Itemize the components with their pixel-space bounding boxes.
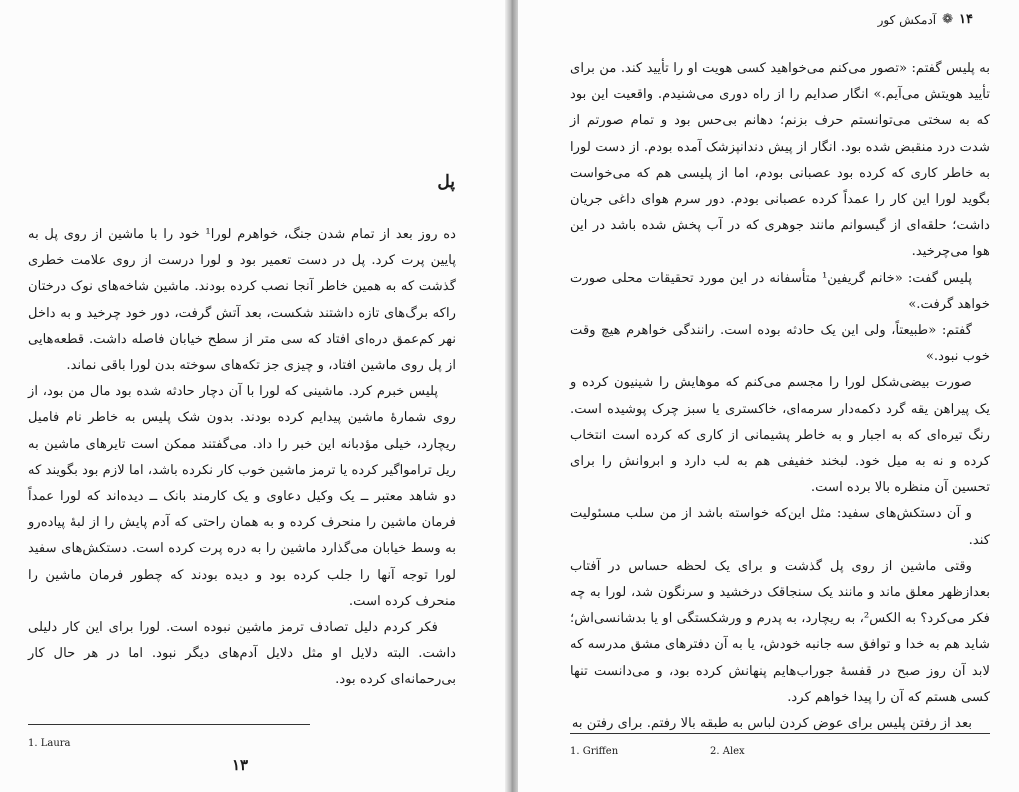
left-page: [0, 0, 505, 792]
paragraph: پلیس گفت: «خانم گریفین¹ متأسفانه در این مورد تحقیقات محلی صورت خواهد گرفت.»: [570, 270, 990, 312]
running-head-title: آدمکش کور: [877, 12, 937, 27]
footnote-rule: [28, 724, 310, 725]
running-head: [878, 12, 973, 27]
paragraph: و آن دستکش‌های سفید: مثل این‌که خواسته باشد از من سلب مسئولیت کند.: [570, 506, 990, 548]
paragraph: گفتم: «طبیعتاً، ولی این یک حادثه بوده است. رانندگی خواهرم هیچ وقت خوب نبود.»: [570, 323, 990, 365]
paragraph: بعد از رفتن پلیس برای عوض کردن لباس به طبقه بالا رفتم. برای رفتن به: [571, 716, 972, 732]
paragraph: صورت بیضی‌شکل لورا را مجسم می‌کنم که موهایش را شینیون کرده و یک پیراهن یقه گرد دکمه‌دار سرمه‌ای، خاکستری یا سبز چرک پوشیده است. رنگ تیره‌ای که به اجبار و به خاطر پشیمانی از کاری که کرده است انتخاب کرده و نه به میل خود. لبخند خفیفی هم به لب دارد و ابروانش را برای تحسین آن منظره بالا برده است.: [570, 375, 990, 496]
page-number: ۱۳: [232, 756, 249, 774]
footnote: 1. Griffen: [570, 746, 619, 757]
chapter-title: پل: [437, 172, 455, 192]
paragraph: ده روز بعد از تمام شدن جنگ، خواهرم لورا¹ خود را با ماشین از روی پل به پایین پرت کرد. پل در دست تعمیر بود و لورا درست از روی علامت خطری گذشت که به همین خاطر آنجا نصب کرده بودند. ماشین شاخه‌های نوک درختان راکه برگ‌های تازه داشتند شکست، بعد آتش گرفت، دور خود چرخید و به داخل نهر کم‌عمق دره‌ای افتاد که سی متر از سطح خیابان فاصله داشت. قطعه‌هایی از پل روی ماشین افتاد، و چیزی جز تکه‌های سوخته بدن لورا باقی نماند.: [28, 227, 456, 374]
paragraph: وقتی ماشین از روی پل گذشت و برای یک لحظه حساس در آفتاب بعدازظهر معلق ماند و مانند یک سنجاقک درخشید و سرنگون شد، لورا به چه فکر می‌کرد؟ به الکس²، به ریچارد، به پدرم و ورشکستگی او یا بدشانسی‌اش؛ شاید هم به خدا و توافق سه جانبه خودش، یا به آن دفترهای مشق مدرسه که لابد آن روز صبح در قفسهٔ جوراب‌هایم پنهانش کرده بود، و می‌دانست تنها کسی هستم که آن را پیدا خواهم کرد.: [570, 558, 990, 705]
paragraph: به پلیس گفتم: «تصور می‌کنم می‌خواهید کسی هویت او را تأیید کند. من برای تأیید هویتش می‌آیم.» انگار صدایم را از راه دوری می‌شنیدم. واقعیت این بود که به سختی می‌توانستم حرف بزنم؛ دهانم بی‌حس بود و تمام صورتم از شدت درد منقبض شده بود. انگار از پیش دندانپزشک آمده بودم. از دست لورا به خاطر کاری که کرده بود عصبانی بودم، اما از پلیسی هم که می‌خواست بگوید لورا این کار را عمداً کرده عصبانی بودم. دور سرم هوای داغی جریان داشت؛ حلقه‌ای از گیسوانم مانند جوهری که در آب پخش شده باشد در این هوا می‌چرخید.: [570, 61, 990, 260]
footnote: 1. Laura: [28, 738, 71, 749]
right-body-text: [570, 56, 990, 737]
footnote: 2. Alex: [710, 746, 745, 757]
right-page: [518, 0, 1019, 792]
footnote-rule: [570, 733, 990, 734]
paragraph: فکر کردم دلیل تصادف ترمز ماشین نبوده است. لورا برای این کار دلیلی داشت. البته دلایل او مثل دلایل آدم‌های دیگر نبود. اما در هر حال کار بی‌رحمانه‌ای کرده بود.: [28, 620, 456, 688]
fleuron-icon: ❁: [942, 12, 954, 27]
book-gutter: [505, 0, 518, 792]
paragraph: پلیس خبرم کرد. ماشینی که لورا با آن دچار حادثه شده بود مال من بود، از روی شمارهٔ ماشین پیدایم کرده بودند. بدون شک پلیس به خاطر نام فامیل ریچارد، خیلی مؤدبانه این خبر را داد. می‌گفتند ممکن است تایرهای ماشین به ریل ترامواگیر کرده یا ترمز ماشین خوب کار نکرده باشد، اما لازم بود بگویند که دو شاهد معتبر ــ یک وکیل دعاوی و یک کارمند بانک ــ دیده‌اند که لورا عمداً فرمان ماشین را منحرف کرده و به همان راحتی که آدم پایش را از لبهٔ پیاده‌رو به وسط خیابان می‌گذارد ماشین را به دره پرت کرده است. دستکش‌های سفید لورا توجه آنها را جلب کرده بود و دیده بودند که چطور فرمان ماشین را منحرف کرده است.: [28, 384, 456, 609]
page-number: ۱۴: [959, 12, 973, 27]
left-body-text: [28, 222, 456, 694]
